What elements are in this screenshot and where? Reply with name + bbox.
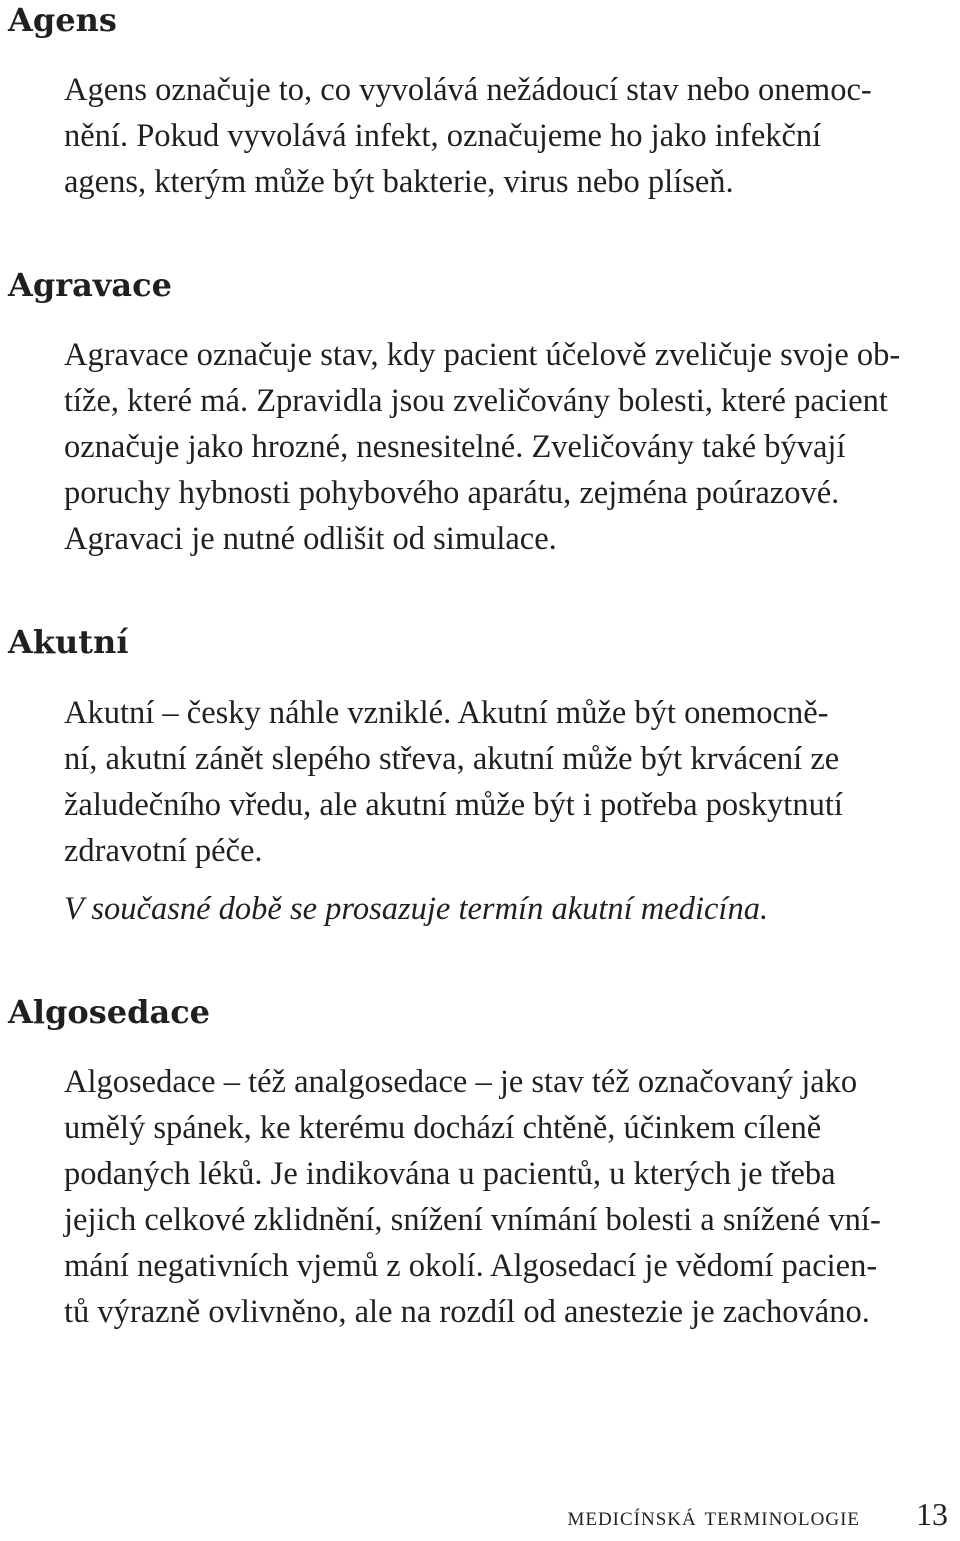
body-line: zdravotní péče. bbox=[64, 833, 263, 869]
body-line: mání negativních vjemů z okolí. Algosedací je vědomí pacien- bbox=[64, 1248, 878, 1284]
body-line: agens, kterým může být bakterie, virus nebo plíseň. bbox=[64, 164, 734, 200]
body-line: Akutní – česky náhle vzniklé. Akutní může být onemocně- bbox=[64, 695, 829, 731]
body-line: tů výrazně ovlivněno, ale na rozdíl od anestezie je zachováno. bbox=[64, 1294, 870, 1330]
body-line: Agravaci je nutné odlišit od simulace. bbox=[64, 521, 557, 557]
entry-heading-algosedace: Algosedace bbox=[8, 993, 211, 1031]
body-line: ní, akutní zánět slepého střeva, akutní může být krvácení ze bbox=[64, 741, 840, 777]
entry-heading-agravace: Agravace bbox=[8, 266, 172, 304]
entry-body-algosedace bbox=[64, 1059, 881, 1335]
body-line: označuje jako hrozné, nesnesitelné. Zveličovány také bývají bbox=[64, 429, 846, 465]
entry-heading-agens: Agens bbox=[8, 1, 117, 39]
entry-body-akutni bbox=[64, 690, 843, 874]
body-line: podaných léků. Je indikována u pacientů, u kterých je třeba bbox=[64, 1156, 836, 1192]
entry-note-akutni: V současné době se prosazuje termín akutní medicína. bbox=[64, 891, 769, 927]
body-line: Algosedace – též analgosedace – je stav též označovaný jako bbox=[64, 1064, 858, 1100]
entry-body-agens bbox=[64, 67, 872, 205]
running-footer-title: medicínská terminologie bbox=[567, 1501, 860, 1531]
body-line: žaludečního vředu, ale akutní může být i potřeba poskytnutí bbox=[64, 787, 843, 823]
entry-heading-akutni: Akutní bbox=[8, 623, 129, 661]
body-line: tíže, které má. Zpravidla jsou zveličovány bolesti, které pacient bbox=[64, 383, 888, 419]
body-line: poruchy hybnosti pohybového aparátu, zejména poúrazové. bbox=[64, 475, 840, 511]
body-line: Agravace označuje stav, kdy pacient účelově zveličuje svoje ob- bbox=[64, 337, 901, 373]
page-number: 13 bbox=[916, 1496, 948, 1532]
body-line: nění. Pokud vyvolává infekt, označujeme ho jako infekční bbox=[64, 118, 822, 154]
entry-body-agravace bbox=[64, 332, 900, 562]
body-line: jejich celkové zklidnění, snížení vnímání bolesti a snížené vní- bbox=[64, 1202, 881, 1238]
body-line: umělý spánek, ke kterému dochází chtěně, účinkem cíleně bbox=[64, 1110, 822, 1146]
body-line: Agens označuje to, co vyvolává nežádoucí stav nebo onemoc- bbox=[64, 72, 872, 108]
page-footer bbox=[567, 1494, 948, 1541]
